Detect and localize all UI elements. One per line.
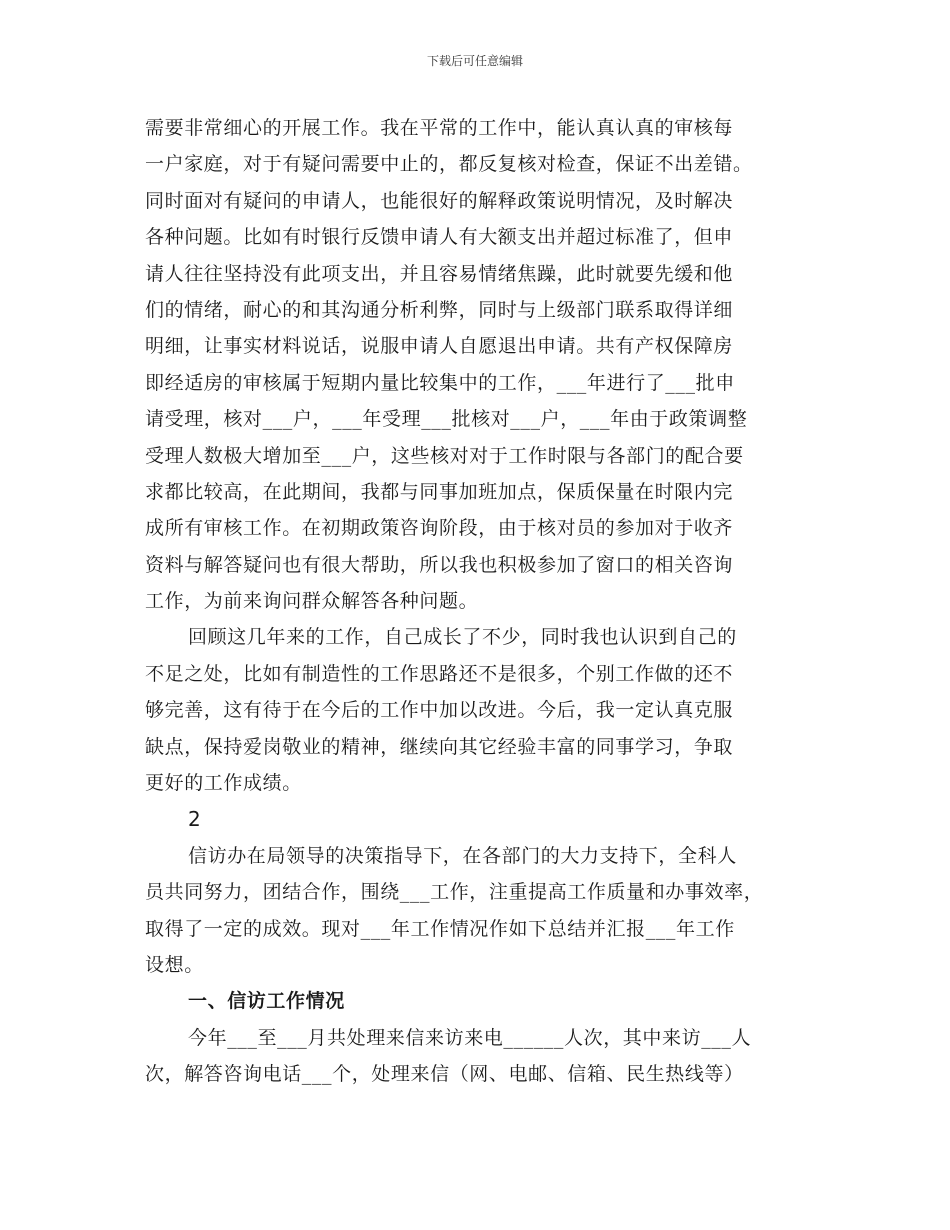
paragraph-line: 设想。 xyxy=(145,953,204,976)
paragraph-line: 受理人数极大增加至___户，这些核对对于工作时限与各部门的配合要 xyxy=(145,444,744,467)
paragraph-line: 够完善，这有待于在今后的工作中加以改进。今后，我一定认真克服 xyxy=(145,699,734,722)
paragraph-line: 取得了一定的成效。现对___年工作情况作如下总结并汇报___年工作 xyxy=(145,917,735,940)
paragraph-line: 请人往往坚持没有此项支出，并且容易情绪焦躁，此时就要先缓和他 xyxy=(145,262,734,285)
paragraph-line: 同时面对有疑问的申请人，也能很好的解释政策说明情况，及时解决 xyxy=(145,189,734,212)
paragraph-line: 信访办在局领导的决策指导下，在各部门的大力支持下，全科人 xyxy=(188,844,737,867)
paragraph-line: 明细，让事实材料说话，说服申请人自愿退出申请。共有产权保障房 xyxy=(145,335,734,358)
paragraph-line: 请受理，核对___户，___年受理___批核对___户，___年由于政策调整 xyxy=(145,408,748,431)
paragraph-line: 回顾这几年来的工作，自己成长了不少，同时我也认识到自己的 xyxy=(188,626,737,649)
section-heading: 一、信访工作情况 xyxy=(188,990,345,1013)
paragraph-line: 工作，为前来询问群众解答各种问题。 xyxy=(145,590,479,613)
paragraph-line: 不足之处，比如有制造性的工作思路还不是很多，个别工作做的还不 xyxy=(145,662,734,685)
section-number: 2 xyxy=(188,807,202,832)
paragraph-line: 今年___至___月共处理来信来访来电______人次，其中来访___人 xyxy=(188,1026,752,1049)
paragraph-line: 需要非常细心的开展工作。我在平常的工作中，能认真认真的审核每 xyxy=(145,117,734,139)
paragraph-line: 求都比较高，在此期间，我都与同事加班加点，保质保量在时限内完 xyxy=(145,480,734,503)
paragraph-line: 更好的工作成绩。 xyxy=(145,772,302,795)
paragraph-line: 即经适房的审核属于短期内量比较集中的工作，___年进行了___批申 xyxy=(145,371,735,394)
paragraph-line: 们的情绪，耐心的和其沟通分析利弊，同时与上级部门联系取得详细 xyxy=(145,298,734,321)
paragraph-line: 一户家庭，对于有疑问需要中止的，都反复核对检查，保证不出差错。 xyxy=(145,153,753,176)
paragraph-line: 次，解答咨询电话___个，处理来信（网、电邮、信箱、民生热线等） xyxy=(145,1063,744,1086)
paragraph-line: 成所有审核工作。在初期政策咨询阶段，由于核对员的参加对于收齐 xyxy=(145,517,734,540)
paragraph-line: 各种问题。比如有时银行反馈申请人有大额支出并超过标准了，但申 xyxy=(145,226,734,249)
paragraph-line: 资料与解答疑问也有很大帮助，所以我也积极参加了窗口的相关咨询 xyxy=(145,553,734,576)
page-header: 下载后可任意编辑 xyxy=(426,54,523,68)
document-body xyxy=(145,110,815,1093)
paragraph-line: 员共同努力，团结合作，围绕___工作，注重提高工作质量和办事效率， xyxy=(145,881,764,904)
paragraph-line: 缺点，保持爱岗敬业的精神，继续向其它经验丰富的同事学习，争取 xyxy=(145,735,734,758)
